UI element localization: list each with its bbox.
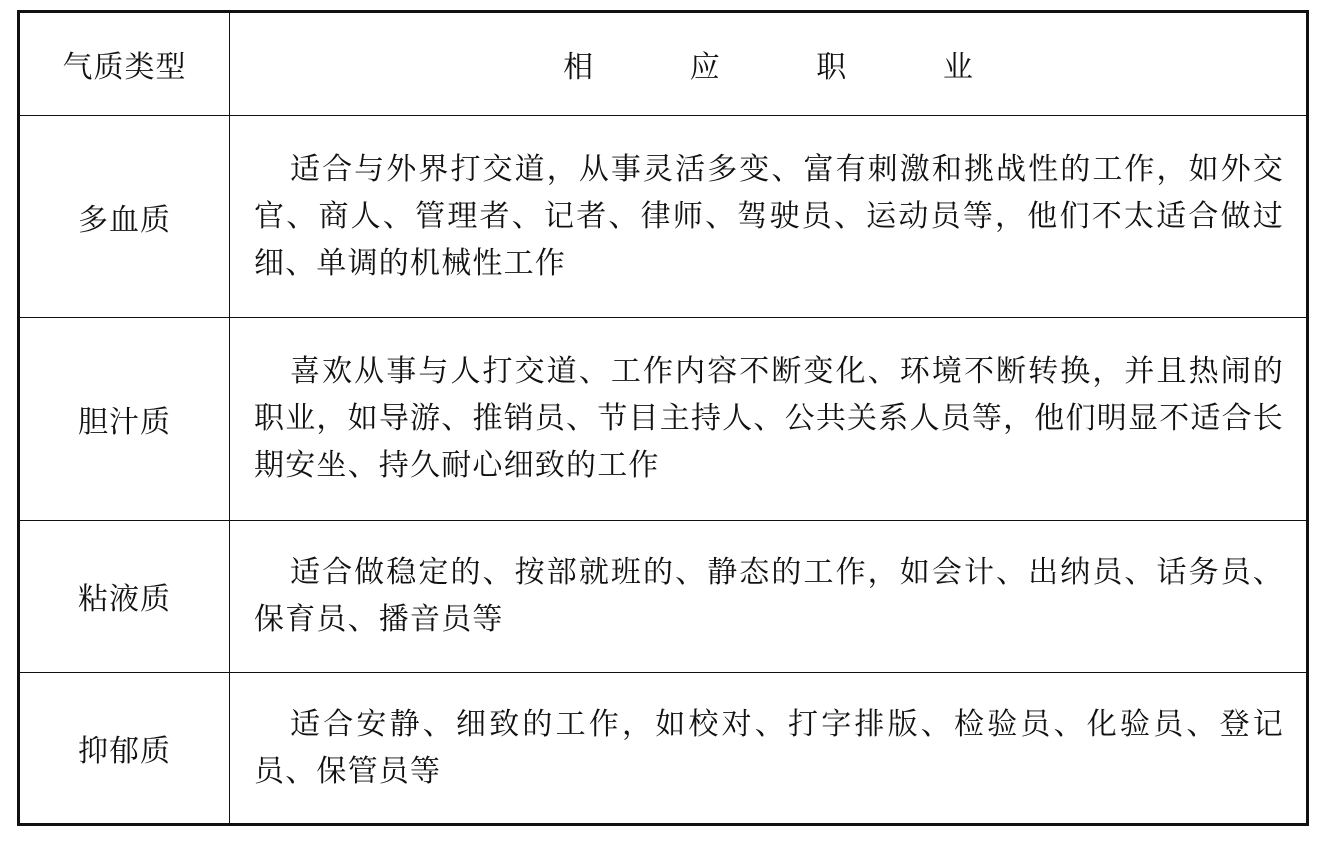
occupation-description-cell: 适合与外界打交道，从事灵活多变、富有刺激和挑战性的工作，如外交官、商人、管理者、记者、律师、驾驶员、运动员等，他们不太适合做过细、单调的机械性工作 [230,116,1308,318]
table-row [19,318,1308,520]
table-row [19,116,1308,318]
table-row [19,520,1308,672]
occupation-description-cell: 喜欢从事与人打交道、工作内容不断变化、环境不断转换，并且热闹的职业，如导游、推销员、节目主持人、公共关系人员等，他们明显不适合长期安坐、持久耐心细致的工作 [230,318,1308,520]
header-row [19,12,1308,116]
header-char: 业 [942,50,973,86]
header-corresponding-occupation [230,12,1308,116]
temperament-type-cell: 多血质 [19,116,230,318]
occupation-description-cell: 适合做稳定的、按部就班的、静态的工作，如会计、出纳员、话务员、保育员、播音员等 [230,520,1308,672]
temperament-career-table [17,10,1309,826]
header-char: 相 [563,50,594,86]
temperament-type-cell: 粘液质 [19,520,230,672]
header-temperament-type: 气质类型 [19,12,230,116]
temperament-type-cell: 胆汁质 [19,318,230,520]
temperament-type-cell: 抑郁质 [19,672,230,824]
table-row [19,672,1308,824]
occupation-description-cell: 适合安静、细致的工作，如校对、打字排版、检验员、化验员、登记员、保管员等 [230,672,1308,824]
header-char: 职 [816,50,847,86]
header-char: 应 [689,50,720,86]
